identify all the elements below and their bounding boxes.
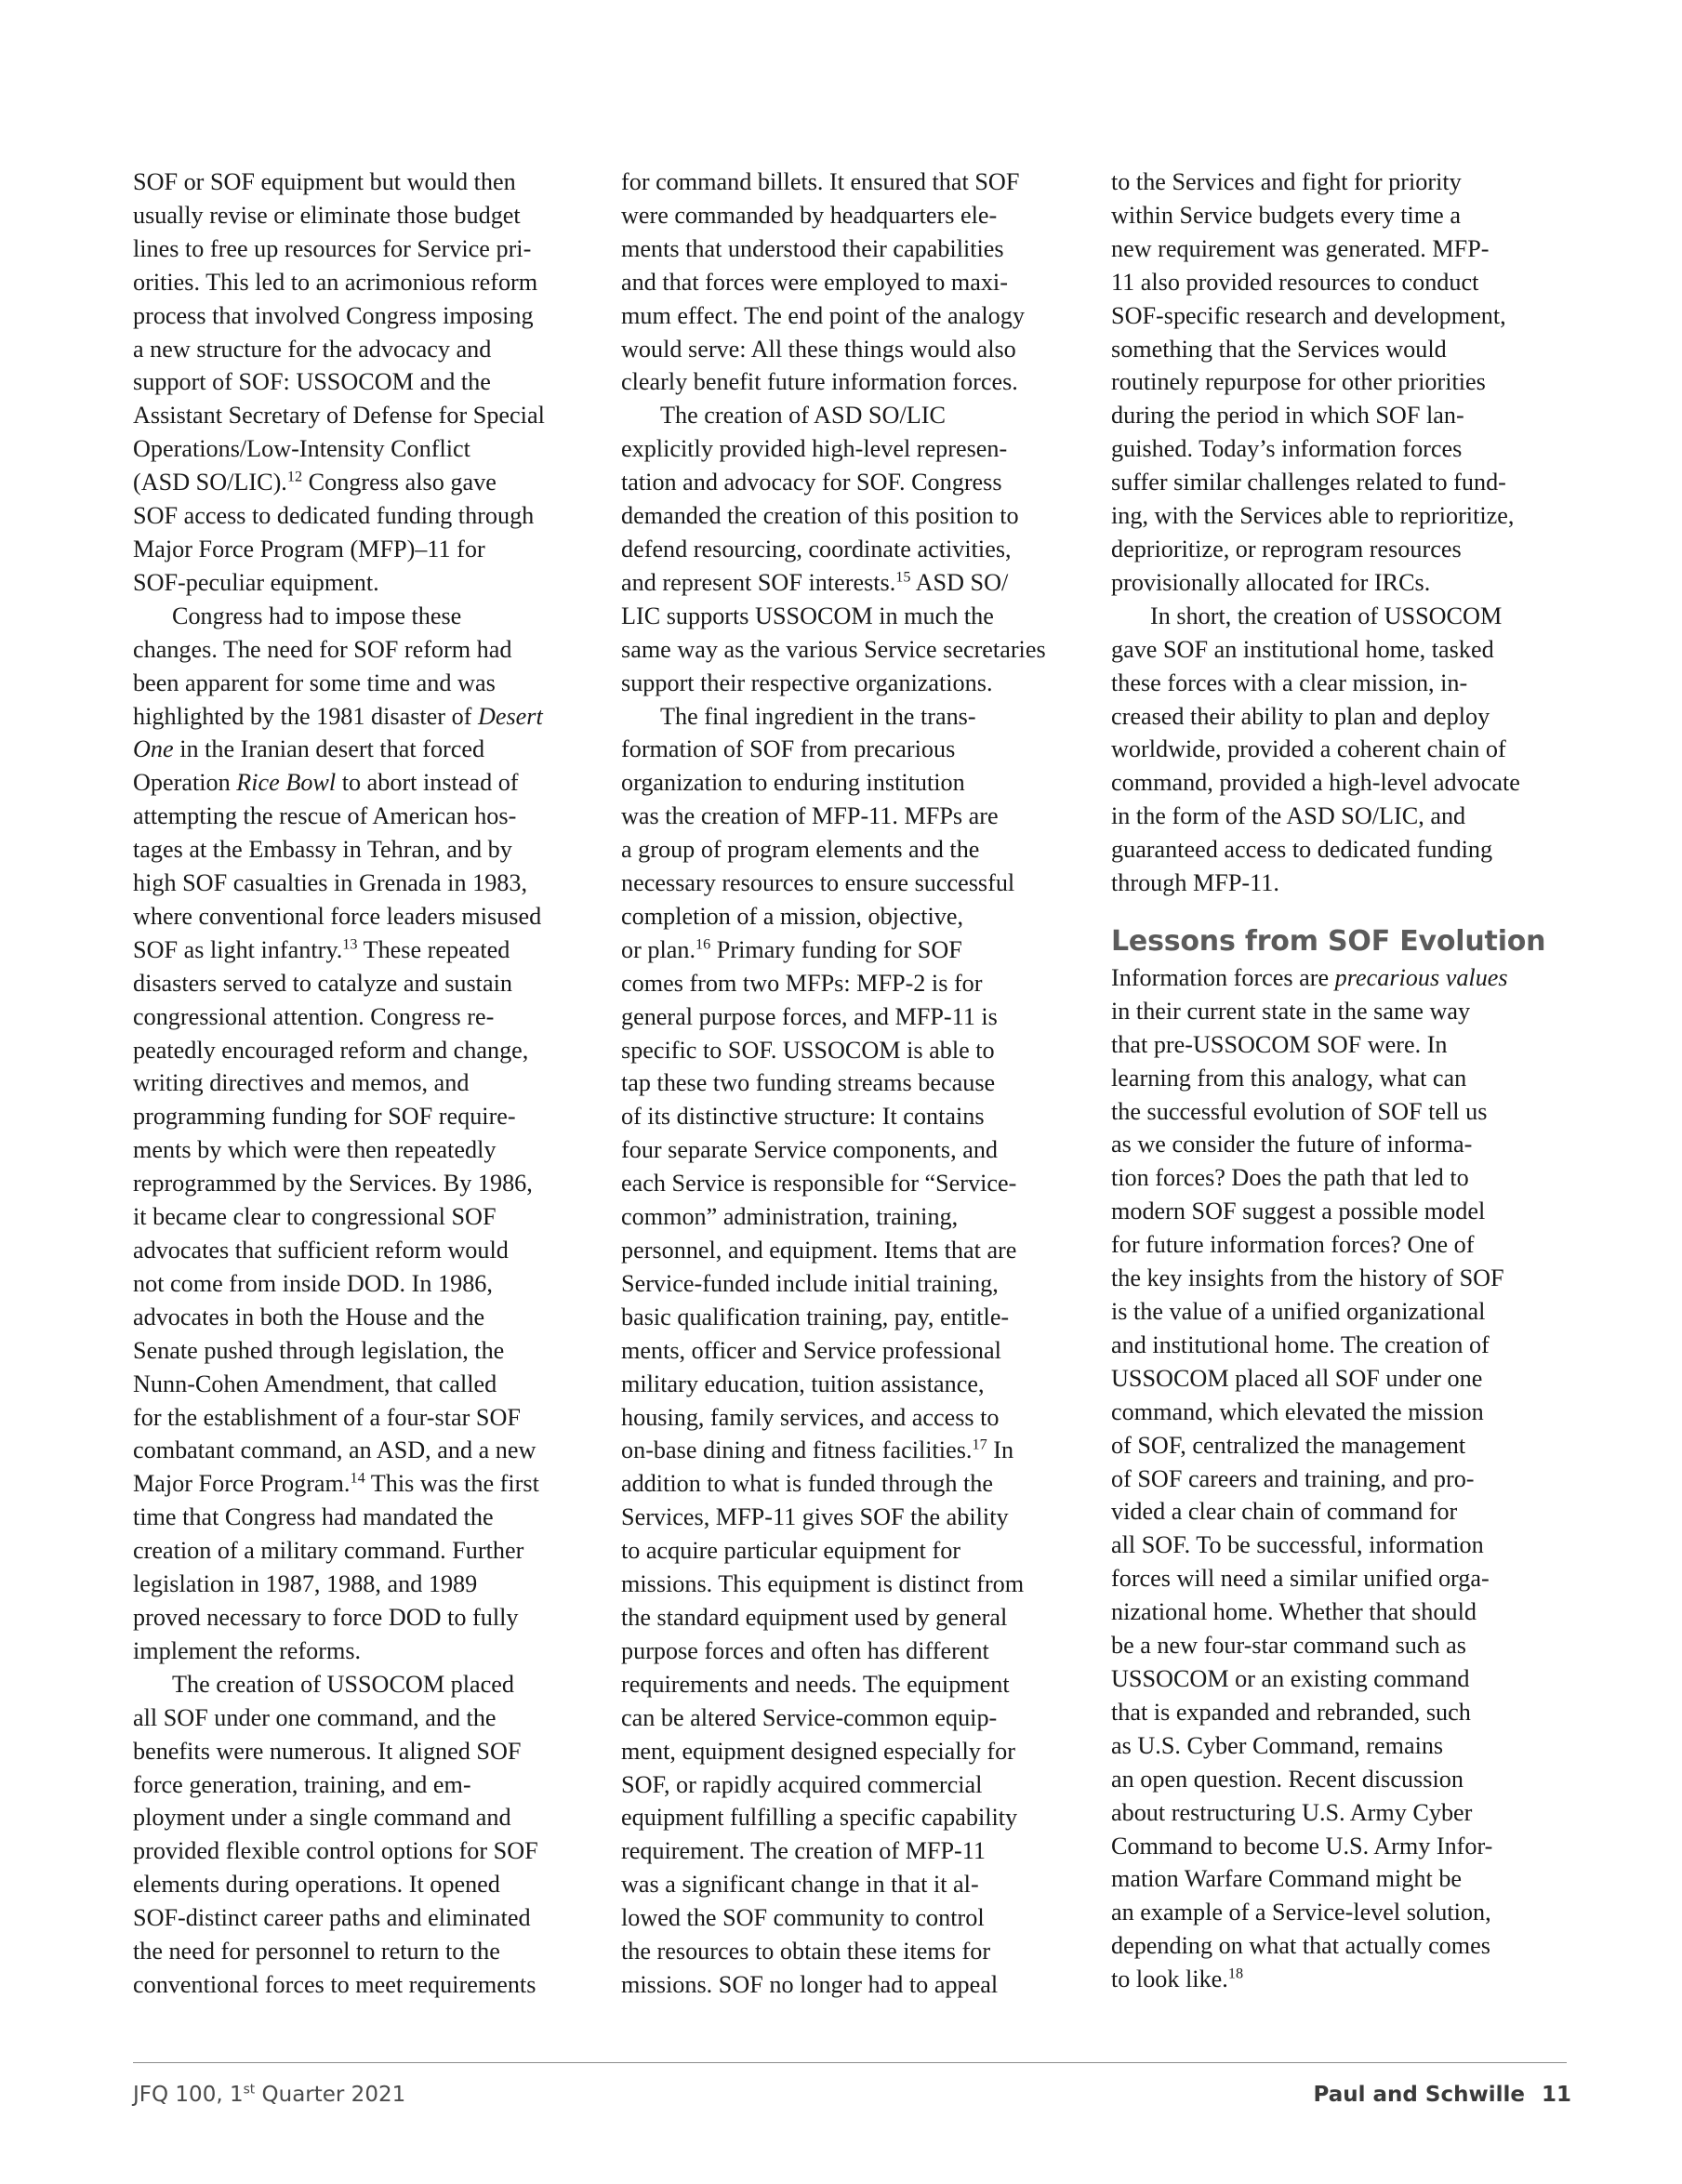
text-column-3 — [1111, 165, 1571, 1996]
journal-label: JFQ 100, 1 — [133, 2083, 244, 2107]
paragraph: for command billets. It ensured that SOF were commanded by headquarters ele- ments that understood their capabilities and that forces were employed to maxi- mum effect. The end point of the analogy would serve: All these things would also clearly benefit future information forces. — [621, 168, 1025, 396]
text-run: These repeated disasters served to catalyze and sustain congressional attention. Congress re- peatedly encouraged reform and change, writing directives and memos, and programming funding for SOF require- ments by which were then repeatedly reprogrammed by the Services. By 1986, it became clear to congressional SOF advocates that sufficient reform would not come from inside DOD. In 1986, advocates in both the House and the Senate pushed through legislation, the Nunn-Cohen Amendment, that called for the establishment of a four-star SOF combatant command, an ASD, and a new Major Force Program. — [133, 935, 536, 1498]
text-run: Congress had to impose these changes. The need for SOF reform had been apparent for some time and was highlighted by the 1981 disaster of — [133, 602, 512, 730]
italic-term: precarious values — [1334, 963, 1508, 991]
paragraph: In short, the creation of USSOCOM gave SOF an institutional home, tasked these forces with a clear mission, in- creased their ability to plan and deploy worldwide, provided a coherent chain of command, provided a high-level advocate in the form of the ASD SO/LIC, and guaranteed access to dedicated funding through MFP-11. — [1111, 602, 1520, 897]
footnote-ref[interactable]: 15 — [895, 568, 911, 586]
text-run: in the Iranian desert that forced Operation — [133, 735, 485, 797]
footnote-ref[interactable]: 14 — [350, 1469, 365, 1487]
paragraph — [133, 600, 594, 1668]
text-run: to abort instead of attempting the rescue of American hos- tages at the Embassy in Tehran, and by high SOF casualties in Grenada in 1983, where conventional force leaders misused SOF as light infantry. — [133, 769, 542, 963]
paragraph — [621, 399, 1081, 699]
text-run: ASD SO/ LIC supports USSOCOM in much the same way as the various Service secretaries support their respective organizations. — [621, 568, 1046, 696]
text-run: Information forces are — [1111, 963, 1335, 991]
paragraph — [133, 165, 594, 600]
quarter-label: Quarter 2021 — [255, 2083, 406, 2107]
footer-rule — [133, 2062, 1567, 2063]
text-run: This was the first time that Congress had mandated the creation of a military command. Further legislation in 1987, 1988, and 1989 proved necessary to force DOD to fully implement the reforms. — [133, 1470, 539, 1664]
ordinal-suffix: st — [243, 2082, 256, 2098]
footnote-ref[interactable]: 13 — [342, 935, 358, 953]
footnote-ref[interactable]: 17 — [972, 1436, 987, 1453]
running-authors: Paul and Schwille — [1313, 2083, 1525, 2107]
footer-journal-issue — [133, 2081, 405, 2109]
italic-term: Rice Bowl — [236, 769, 337, 797]
paragraph — [621, 700, 1081, 2002]
section-heading: Lessons from SOF Evolution — [1111, 924, 1546, 958]
footnote-ref[interactable]: 16 — [695, 935, 711, 953]
text-run: Congress also gave SOF access to dedicated funding through Major Force Program (MFP)–11 for SOF-peculiar equipment. — [133, 469, 535, 596]
text-column-1 — [133, 165, 594, 2002]
text-run: in their current state in the same way that pre-USSOCOM SOF were. In learning from this analogy, what can the successful evolution of SOF tell us as we consider the future of informa- tion forces? Does the path that led to modern SOF suggest a possible model for future information forces? One of the key insights from the history of SOF is the value of a unified organizational and institutional home. The creation of USSOCOM placed all SOF under one command, which elevated the mission of SOF, centralized the management of SOF careers and training, and pro- vided a clear chain of command for all SOF. To be successful, information forces will need a similar unified orga- nizational home. Whether that should be a new four-star command such as USSOCOM or an existing command that is expanded and rebranded, such as U.S. Cyber Command, remains an open question. Recent discussion about restructuring U.S. Army Cyber Command to become U.S. Army Infor- mation Warfare Command might be an example of a Service-level solution, depending on what that actually comes to look like. — [1111, 997, 1504, 1993]
footnote-ref[interactable]: 18 — [1227, 1965, 1244, 1982]
text-run: The final ingredient in the trans- formation of SOF from precarious organization to enduring institution was the creation of MFP-11. MFPs are a group of program elements and the necessary resources to ensure successful completion of a mission, objective, or plan. — [621, 702, 1015, 963]
page-number: 11 — [1541, 2083, 1571, 2107]
italic-term: Desert One — [133, 702, 543, 763]
text-run: Primary funding for SOF comes from two MFPs: MFP-2 is for general purpose forces, and MFP-11 is specific to SOF. USSOCOM is able to tap these two funding streams because of its distinctive structure: It contains four separate Service components, and each Service is responsible for “Service- common” administration, training, personnel, and equipment. Items that are Service-funded include initial training, basic qualification training, pay, entitle- ments, officer and Service professional military education, tuition assistance, housing, family services, and access to on-base dining and fitness facilities. — [621, 935, 1017, 1464]
paragraph — [1111, 961, 1571, 1996]
footnote-ref[interactable]: 12 — [286, 468, 303, 485]
text-run: In addition to what is funded through the Services, MFP-11 gives SOF the ability to acquire particular equipment for missions. This equipment is distinct from the standard equipment used by general purpose forces and often has different requirements and needs. The equipment can be altered Service-common equip- ment, equipment designed especially for SOF, or rapidly acquired commercial equipment fulfilling a specific capability requirement. The creation of MFP-11 was a significant change in that it al- lowed the SOF community to control the resources to obtain these items for missions. SOF no longer had to appeal — [621, 1436, 1025, 1998]
footer-author-page — [1314, 2081, 1571, 2109]
paragraph: The creation of USSOCOM placed all SOF under one command, and the benefits were numerous. It aligned SOF force generation, training, and em- ployment under a single command and provided flexible control options for SOF elements during operations. It opened SOF-distinct career paths and eliminated the need for personnel to return to the conventional forces to meet requirements — [133, 1670, 538, 1998]
text-run: The creation of ASD SO/LIC explicitly provided high-level represen- tation and advocacy for SOF. Congress demanded the creation of this position to defend resourcing, coordinate activities, and represent SOF interests. — [621, 402, 1019, 596]
paragraph: to the Services and fight for priority within Service budgets every time a new requirement was generated. MFP- 11 also provided resources to conduct SOF-specific research and development, something that the Services would routinely repurpose for other priorities during the period in which SOF lan- guished. Today’s information forces suffer similar challenges related to fund- ing, with the Services able to reprioritize, deprioritize, or reprogram resources provisionally allocated for IRCs. — [1111, 168, 1515, 596]
text-column-2 — [621, 165, 1081, 2002]
text-run: SOF or SOF equipment but would then usually revise or eliminate those budget lines to free up resources for Service pri- orities. This led to an acrimonious reform process that involved Congress imposing a new structure for the advocacy and support of SOF: USSOCOM and the Assistant Secretary of Defense for Special Operations/Low-Intensity Conflict (ASD SO/LIC). — [133, 168, 545, 496]
